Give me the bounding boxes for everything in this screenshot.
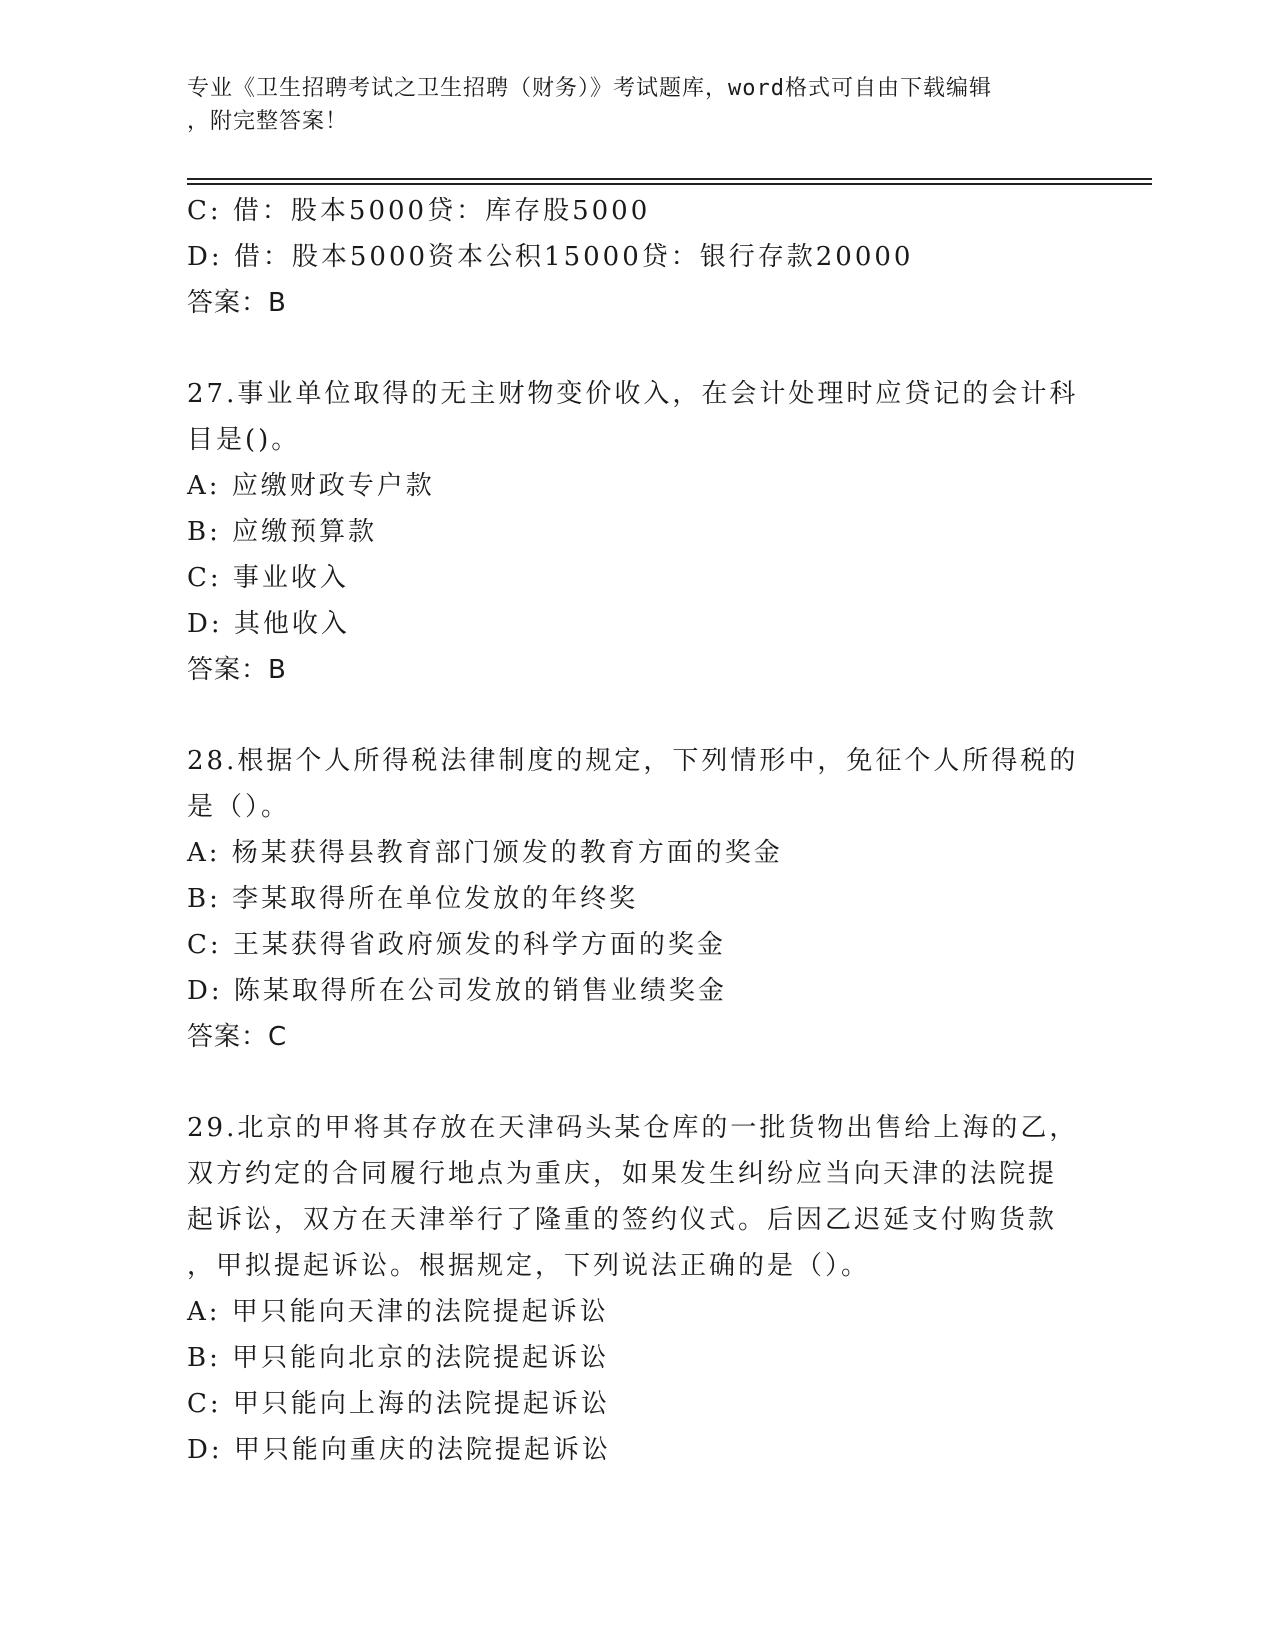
option-d: D: 借：股本5000资本公积15000贷：银行存款20000	[187, 242, 914, 272]
option-c: C: 甲只能向上海的法院提起诉讼	[187, 1389, 610, 1419]
option-b: B: 应缴预算款	[187, 517, 378, 547]
option-b: B: 李某取得所在单位发放的年终奖	[187, 884, 639, 914]
option-d: D: 甲只能向重庆的法院提起诉讼	[187, 1435, 611, 1465]
option-b: B: 甲只能向北京的法院提起诉讼	[187, 1343, 610, 1373]
question-stem-line: ，甲拟提起诉讼。根据规定，下列说法正确的是（）。	[187, 1251, 871, 1281]
option-c: C: 王某获得省政府颁发的科学方面的奖金	[187, 930, 726, 960]
header-line-2: ，附完整答案！	[187, 109, 349, 134]
question-26-continued	[187, 188, 1087, 326]
option-d: D: 其他收入	[187, 609, 350, 639]
header-divider-bottom	[187, 183, 1152, 185]
question-27	[187, 371, 1087, 693]
answer-line: 答案：B	[187, 288, 287, 318]
question-stem-line: 29.北京的甲将其存放在天津码头某仓库的一批货物出售给上海的乙，	[187, 1113, 1079, 1143]
question-gap	[187, 693, 1087, 738]
document-header	[187, 72, 1067, 138]
question-stem-line: 目是()。	[187, 425, 301, 455]
question-28	[187, 738, 1087, 1060]
option-c: C: 借：股本5000贷：库存股5000	[187, 196, 651, 226]
question-stem-line: 28.根据个人所得税法律制度的规定，下列情形中，免征个人所得税的	[187, 746, 1079, 776]
header-divider-top	[187, 178, 1152, 180]
question-stem-line: 是（）。	[187, 792, 291, 822]
question-29	[187, 1105, 1087, 1473]
question-stem-line: 27.事业单位取得的无主财物变价收入，在会计处理时应贷记的会计科	[187, 379, 1079, 409]
question-stem-line: 起诉讼，双方在天津举行了隆重的签约仪式。后因乙迟延支付购货款	[187, 1205, 1058, 1235]
question-list	[187, 188, 1087, 1473]
question-stem-line: 双方约定的合同履行地点为重庆，如果发生纠纷应当向天津的法院提	[187, 1159, 1058, 1189]
header-line-1: 专业《卫生招聘考试之卫生招聘（财务）》考试题库，word格式可自由下载编辑	[187, 76, 992, 101]
option-a: A: 甲只能向天津的法院提起诉讼	[187, 1297, 609, 1327]
answer-line: 答案：C	[187, 1022, 288, 1052]
option-a: A: 应缴财政专户款	[187, 471, 435, 501]
question-gap	[187, 1060, 1087, 1105]
option-c: C: 事业收入	[187, 563, 349, 593]
question-gap	[187, 326, 1087, 371]
option-a: A: 杨某获得县教育部门颁发的教育方面的奖金	[187, 838, 783, 868]
answer-line: 答案：B	[187, 655, 287, 685]
option-d: D: 陈某取得所在公司发放的销售业绩奖金	[187, 976, 727, 1006]
